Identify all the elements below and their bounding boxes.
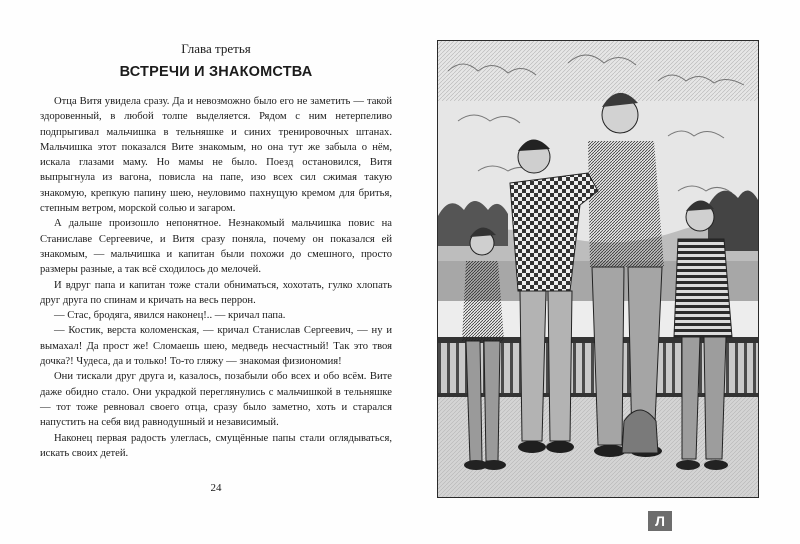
paragraph: Отца Витя увидела сразу. Да и невозможно было его не заметить — такой здоровенный, в любой толпе выделяется. Рядом с ним нетерпеливо подпрыгивал мальчишка в тельняшке и синих тренировочных штанах. Мальчишка этот показался Вите знакомым, но она тут же забыла о нём, искала глазами маму. Но мамы не было. Поезд остановился, Витя выпрыгнула из вагона, повисла на папе, изо всех сил сжимая такую знакомую, крепкую папину шею, неуловимо пахнущую кремом для бритья, степным ветром, морской солью и загаром. [40,96,392,215]
paragraph: — Стас, бродяга, явился наконец!.. — кричал папа. [54,310,286,322]
chapter-body-text [40,94,392,461]
paragraph: И вдруг папа и капитан тоже стали обниматься, хохотать, гулко хлопать друг друга по спинам и кричать на весь перрон. [40,279,392,306]
left-page [40,40,392,510]
paragraph: Наконец первая радость улеглась, смущённые папы стали оглядываться, искать своих детей. [40,432,392,459]
chapter-title: ВСТРЕЧИ И ЗНАКОМСТВА [119,64,313,80]
chapter-label: Глава третья [181,41,251,56]
illustration-two-men-embracing-icon [437,40,759,498]
page-number: 24 [210,482,222,494]
bag [622,410,658,453]
paragraph: Они тискали друг друга и, казалось, позабыли обо всех и обо всём. Вите даже обидно стало. Они украдкой переглянулись с мальчишкой в тельняшке — тот тоже ревновал своего отца, сразу было заметно, хоть и старался напустить на себя вид равнодушный и независимый. [40,371,392,429]
publisher-logo-icon: Л [648,511,672,531]
paragraph: — Костик, верста коломенская, — кричал Станислав Сергеевич, — ну и вымахал! Да прост же! Сломаешь шею, медведь несчастный! Так это твоя дочка?! Чудеса, да и только! То-то гляжу — знакомая физиономия! [40,325,392,368]
paragraph: А дальше произошло непонятное. Незнакомый мальчишка повис на Станиславе Сергеевиче, и Витя сразу поняла, почему он показался ей знакомым, — мальчишка и капитан были похожи до смешного, просто размеры разные, а так всё сходилось до мелочей. [40,218,392,276]
